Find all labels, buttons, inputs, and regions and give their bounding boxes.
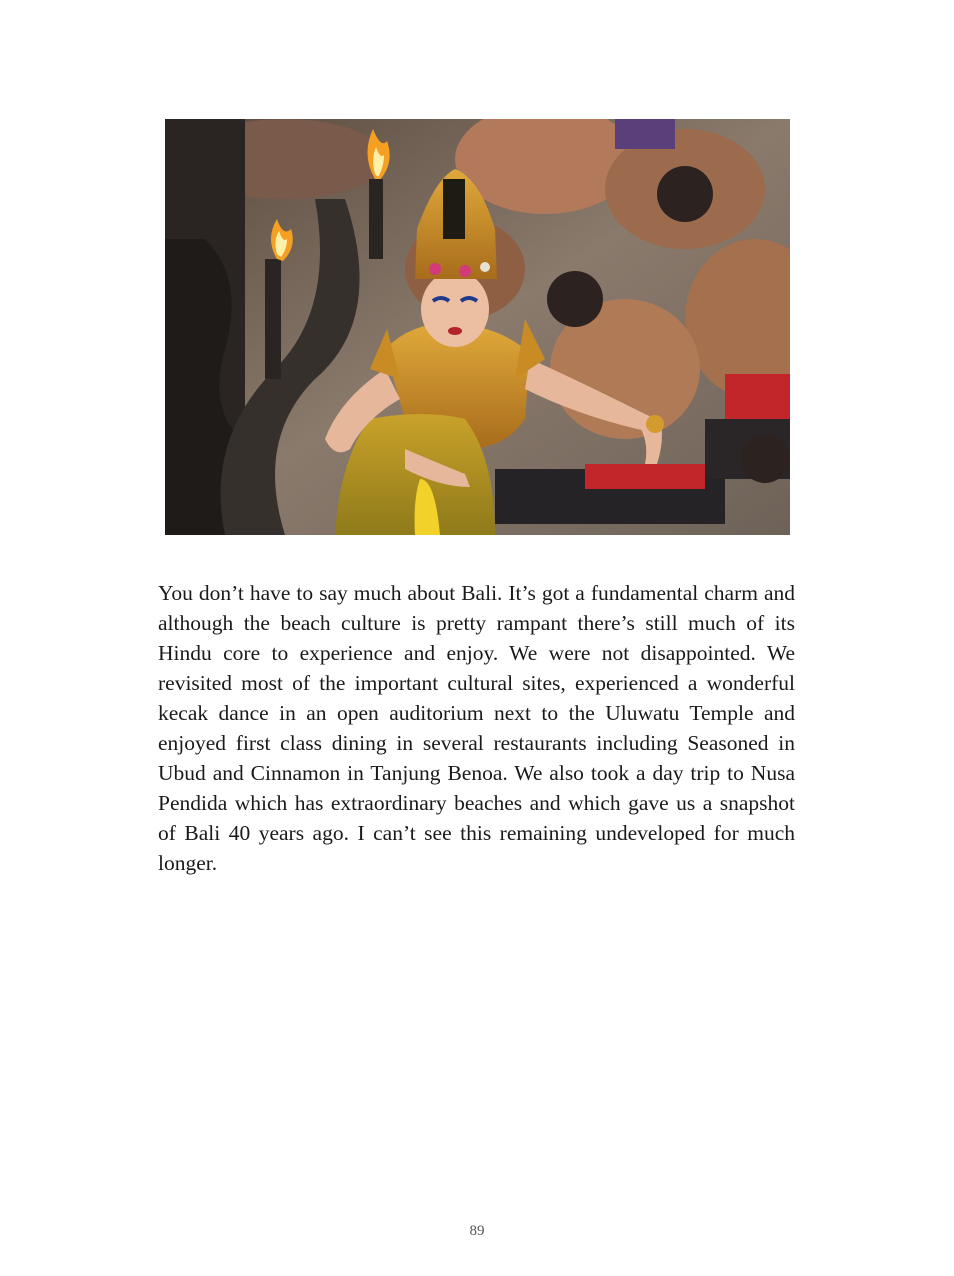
kecak-dancer-photo xyxy=(165,119,790,535)
body-paragraph: You don’t have to say much about Bali. It’s got a fundamental charm and although the beach culture is pretty rampant there’s still much of its Hindu core to experience and enjoy. We were not disappointed. We revisited most of the important cultural sites, experienced a wonderful kecak dance in an open auditorium next to the Uluwatu Temple and enjoyed first class dining in several restaurants including Seasoned in Ubud and Cinnamon in Tanjung Benoa. We also took a day trip to Nusa Pendida which has extraordinary beaches and which gave us a snapshot of Bali 40 years ago. I can’t see this remaining undeveloped for much longer. xyxy=(158,581,795,875)
page-number: 89 xyxy=(469,1223,485,1239)
